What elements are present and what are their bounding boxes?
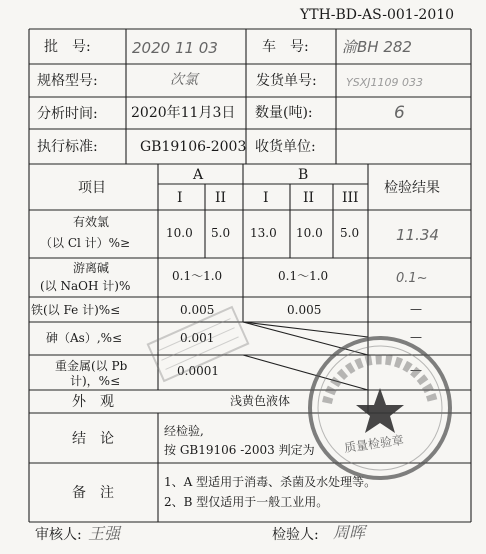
standard-value: GB19106-2003: [140, 139, 247, 155]
result-header: 检验结果: [384, 180, 440, 196]
analysis-time-label: 分析时间:: [37, 106, 98, 122]
conclusion-line-1: 经检验,: [164, 424, 204, 438]
row2-name-1: 游离碱: [73, 261, 110, 275]
row4-result: —: [410, 330, 422, 344]
type-b-header: B: [298, 167, 309, 183]
standard-label: 执行标准:: [37, 139, 98, 155]
row5-a: 0.0001: [177, 364, 219, 378]
row4-name: 砷（As）,%≤: [46, 331, 123, 345]
row3-a: 0.005: [180, 303, 215, 317]
form-code: YTH-BD-AS-001-2010: [300, 7, 455, 23]
row1-b2: 10.0: [296, 226, 323, 240]
delivery-value: YSXJ1109 033: [346, 76, 423, 89]
row2-name-2: (以 NaOH 计)%: [40, 279, 131, 293]
grade-b-1: I: [263, 190, 269, 206]
row3-b: 0.005: [287, 303, 322, 317]
remarks-label: 备 注: [72, 485, 114, 501]
row3-name: 铁(以 Fe 计)%≤: [31, 303, 121, 317]
analysis-time-value: 2020年11月3日: [131, 105, 236, 121]
spec-value: 次氯: [170, 72, 198, 88]
delivery-label: 发货单号:: [256, 73, 317, 89]
row1-a2: 5.0: [211, 226, 231, 240]
row4-a: 0.001: [180, 331, 215, 345]
grade-b-2: II: [303, 190, 315, 206]
quantity-label: 数量(吨):: [255, 105, 313, 121]
row1-name-2: （以 Cl 计）%≥: [40, 236, 131, 250]
row1-a1: 10.0: [166, 226, 193, 240]
vehicle-value: 渝BH 282: [342, 38, 412, 56]
row3-result: —: [410, 302, 422, 316]
row1-b1: 13.0: [250, 226, 277, 240]
quantity-value: 6: [394, 103, 405, 123]
remarks-line-2: 2、B 型仅适用于一般工业用。: [164, 495, 329, 509]
batch-label: 批 号:: [44, 39, 91, 55]
batch-value: 2020 11 03: [132, 39, 218, 57]
row2-b: 0.1～1.0: [278, 269, 329, 283]
reviewer-signature: 王强: [88, 524, 121, 543]
receiver-label: 收货单位:: [255, 139, 316, 155]
row5-name-2: 计)，%≤: [70, 374, 121, 388]
appearance-label: 外 观: [72, 394, 114, 410]
row2-result: 0.1~: [396, 271, 428, 286]
grade-b-3: III: [342, 190, 359, 206]
type-a-header: A: [193, 167, 204, 183]
seal-text: 质量检验章: [343, 432, 405, 456]
row1-result: 11.34: [396, 226, 439, 244]
appearance-value: 浅黄色液体: [230, 394, 291, 408]
inspection-seal: [305, 330, 455, 483]
conclusion-line-2: 按 GB19106 -2003 判定为: [164, 443, 315, 457]
spec-label: 规格型号:: [37, 73, 98, 89]
conclusion-label: 结 论: [72, 431, 114, 447]
row2-a: 0.1～1.0: [172, 269, 223, 283]
row1-name-1: 有效氯: [73, 215, 110, 229]
inspector-signature: 周晖: [333, 523, 366, 542]
row1-b3: 5.0: [340, 226, 360, 240]
item-header: 项目: [78, 180, 106, 196]
row5-result: —: [410, 363, 422, 377]
grade-a-2: II: [215, 190, 227, 206]
row5-name-1: 重金属(以 Pb: [55, 359, 128, 373]
reviewer-label: 审核人:: [35, 527, 82, 543]
vehicle-label: 车 号:: [262, 39, 309, 55]
remarks-line-1: 1、A 型适用于消毒、杀菌及水处理等。: [164, 475, 377, 489]
inspector-label: 检验人:: [272, 527, 319, 543]
grade-a-1: I: [177, 190, 183, 206]
